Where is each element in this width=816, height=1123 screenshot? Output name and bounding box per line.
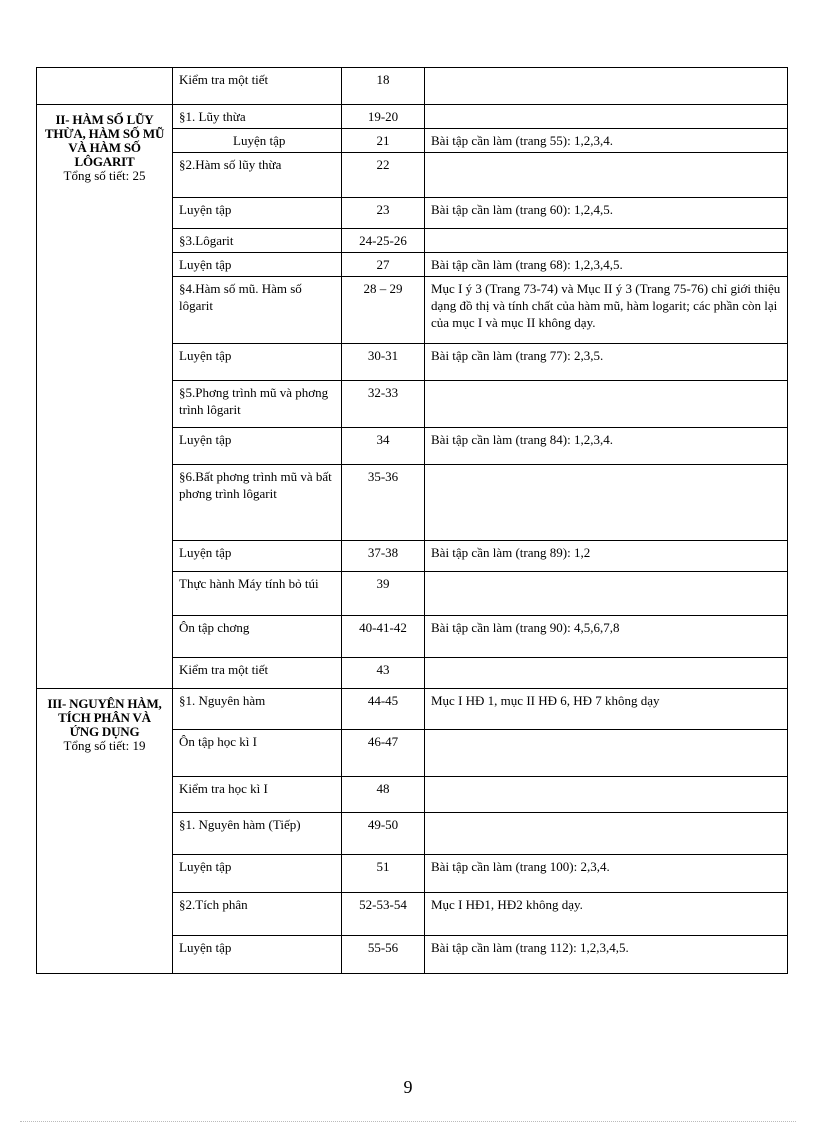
section-title: III- NGUYÊN HÀM, TÍCH PHÂN VÀ ỨNG DỤNG (47, 696, 162, 739)
lesson-cell: §5.Phơng trình mũ và phơng trình lôgarit (173, 381, 342, 428)
lesson-cell: Kiểm tra học kì I (173, 777, 342, 813)
table-row (37, 689, 788, 730)
lesson-cell: Kiểm tra một tiết (173, 658, 342, 689)
note-cell: Bài tập cần làm (trang 84): 1,2,3,4. (425, 428, 788, 465)
lesson-cell: §6.Bất phơng trình mũ và bất phơng trình lôgarit (173, 465, 342, 541)
table-row (37, 68, 788, 105)
lesson-cell: Luyện tập (173, 936, 342, 974)
lesson-cell: Luyện tập (173, 344, 342, 381)
period-cell: 55-56 (342, 936, 425, 974)
note-cell: Bài tập cần làm (trang 55): 1,2,3,4. (425, 129, 788, 153)
section-cell (37, 105, 173, 689)
lesson-cell: Ôn tập chơng (173, 616, 342, 658)
period-cell: 21 (342, 129, 425, 153)
lesson-cell: §2.Tích phân (173, 893, 342, 936)
period-cell: 24-25-26 (342, 229, 425, 253)
lesson-cell: Luyện tập (173, 541, 342, 572)
lesson-cell: §1. Lũy thừa (173, 105, 342, 129)
period-cell: 22 (342, 153, 425, 198)
note-cell (425, 229, 788, 253)
lesson-cell: Luyện tập (173, 198, 342, 229)
period-cell: 40-41-42 (342, 616, 425, 658)
note-cell: Bài tập cần làm (trang 90): 4,5,6,7,8 (425, 616, 788, 658)
note-cell: Bài tập cần làm (trang 68): 1,2,3,4,5. (425, 253, 788, 277)
period-cell: 32-33 (342, 381, 425, 428)
period-cell: 34 (342, 428, 425, 465)
page-bottom-rule (20, 1121, 796, 1122)
page-number: 9 (403, 1077, 413, 1097)
section-total-periods: Tổng số tiết: 25 (63, 168, 146, 183)
period-cell: 18 (342, 68, 425, 105)
note-cell: Mục I HĐ1, HĐ2 không dạy. (425, 893, 788, 936)
note-cell (425, 777, 788, 813)
lesson-cell: Thực hành Máy tính bỏ túi (173, 572, 342, 616)
lesson-cell: §4.Hàm số mũ. Hàm số lôgarit (173, 277, 342, 344)
period-cell: 48 (342, 777, 425, 813)
note-cell: Bài tập cần làm (trang 112): 1,2,3,4,5. (425, 936, 788, 974)
note-cell (425, 465, 788, 541)
curriculum-table (36, 67, 788, 974)
section-cell (37, 68, 173, 105)
period-cell: 46-47 (342, 730, 425, 777)
note-cell (425, 813, 788, 855)
period-cell: 51 (342, 855, 425, 893)
lesson-cell: Luyện tập (173, 129, 342, 153)
note-cell: Bài tập cần làm (trang 89): 1,2 (425, 541, 788, 572)
lesson-cell: §3.Lôgarit (173, 229, 342, 253)
period-cell: 39 (342, 572, 425, 616)
note-cell (425, 153, 788, 198)
lesson-cell: Luyện tập (173, 253, 342, 277)
period-cell: 30-31 (342, 344, 425, 381)
table-row (37, 105, 788, 129)
section-cell (37, 689, 173, 974)
note-cell (425, 105, 788, 129)
period-cell: 52-53-54 (342, 893, 425, 936)
period-cell: 44-45 (342, 689, 425, 730)
lesson-cell: §1. Nguyên hàm (Tiếp) (173, 813, 342, 855)
period-cell: 27 (342, 253, 425, 277)
lesson-cell: Luyện tập (173, 855, 342, 893)
note-cell: Bài tập cần làm (trang 60): 1,2,4,5. (425, 198, 788, 229)
lesson-cell: Luyện tập (173, 428, 342, 465)
period-cell: 19-20 (342, 105, 425, 129)
note-cell: Bài tập cần làm (trang 100): 2,3,4. (425, 855, 788, 893)
lesson-cell: §1. Nguyên hàm (173, 689, 342, 730)
lesson-cell: Kiểm tra một tiết (173, 68, 342, 105)
lesson-cell: Ôn tập học kì I (173, 730, 342, 777)
period-cell: 43 (342, 658, 425, 689)
period-cell: 23 (342, 198, 425, 229)
note-cell (425, 68, 788, 105)
section-total-periods: Tổng số tiết: 19 (63, 738, 146, 753)
note-cell: Mục I ý 3 (Trang 73-74) và Mục II ý 3 (Trang 75-76) chỉ giới thiệu dạng đồ thị và tính chất của hàm mũ, hàm logarit; các phần còn lại của mục I và mục II không dạy. (425, 277, 788, 344)
table-body (37, 68, 788, 974)
period-cell: 28 – 29 (342, 277, 425, 344)
lesson-cell: §2.Hàm số lũy thừa (173, 153, 342, 198)
period-cell: 37-38 (342, 541, 425, 572)
section-title: II- HÀM SỐ LŨY THỪA, HÀM SỐ MŨ VÀ HÀM SỐ LÔGARIT (44, 112, 165, 169)
period-cell: 35-36 (342, 465, 425, 541)
period-cell: 49-50 (342, 813, 425, 855)
note-cell: Bài tập cần làm (trang 77): 2,3,5. (425, 344, 788, 381)
note-cell (425, 730, 788, 777)
note-cell (425, 381, 788, 428)
note-cell (425, 572, 788, 616)
note-cell (425, 658, 788, 689)
note-cell: Mục I HĐ 1, mục II HĐ 6, HĐ 7 không dạy (425, 689, 788, 730)
